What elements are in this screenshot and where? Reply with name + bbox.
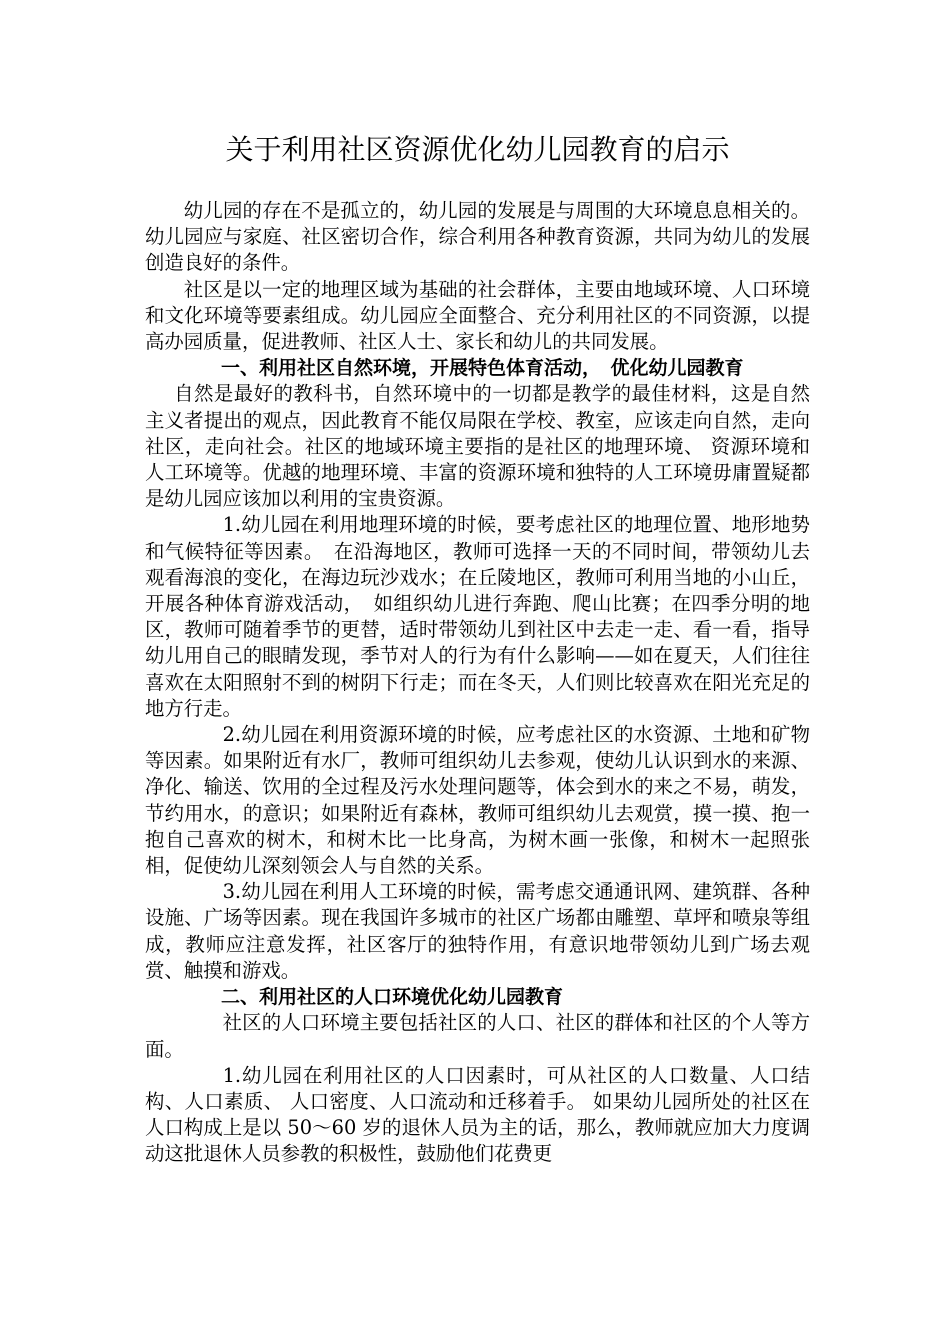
section-heading-1: 一、利用社区自然环境，开展特色体育活动， 优化幼儿园教育 [221,357,744,380]
paragraph-geography: 1.幼儿园在利用地理环境的时候，要考虑社区的地理位置、地形地势和气候特征等因素。 在沿海地区，教师可选择一天的不同时间，带领幼儿去观看海浪的变化，在海边玩沙戏水；在丘陵地区，教师可利用当地的小山丘，开展各种体育游戏活动， 如组织幼儿进行奔跑、爬山比赛；在四季分明的地区，教师可随着季节的更替，适时带领幼儿到社区中去走一走、看一看，指导幼儿用自己的眼睛发现，季节对人的行为有什么影响——如在夏天，人们往往喜欢在太阳照射不到的树阴下行走；而在冬天，人们则比较喜欢在阳光充足的地方行走。 [145,513,810,720]
document-title: 关于利用社区资源优化幼儿园教育的启示 [225,133,730,166]
paragraph-artificial: 3.幼儿园在利用人工环境的时候，需考虑交通通讯网、建筑群、各种设施、广场等因素。现在我国许多城市的社区广场都由雕塑、草坪和喷泉等组成，教师应注意发挥，社区客厅的独特作用，有意识地带领幼儿到广场去观赏、触摸和游戏。 [145,880,810,982]
paragraph-community-definition: 社区是以一定的地理区域为基础的社会群体，主要由地域环境、人口环境和文化环境等要素组成。幼儿园应全面整合、充分利用社区的不同资源，以提高办园质量，促进教师、社区人士、家长和幼儿的共同发展。 [145,277,810,354]
paragraph-nature: 自然是最好的教科书，自然环境中的一切都是教学的最佳材料，这是自然主义者提出的观点，因此教育不能仅局限在学校、教室，应该走向自然，走向社区，走向社会。社区的地域环境主要指的是社区的地理环境、 资源环境和人工环境等。优越的地理环境、丰富的资源环境和独特的人工环境毋庸置疑都是幼儿园应该加以利用的宝贵资源。 [145,382,810,511]
paragraph-population-intro: 社区的人口环境主要包括社区的人口、社区的群体和社区的个人等方面。 [145,1011,810,1061]
section-heading-2: 二、利用社区的人口环境优化幼儿园教育 [221,986,564,1009]
document-body [145,198,810,1168]
paragraph-intro: 幼儿园的存在不是孤立的，幼儿园的发展是与周围的大环境息息相关的。幼儿园应与家庭、社区密切合作，综合利用各种教育资源，共同为幼儿的发展创造良好的条件。 [145,199,810,275]
paragraph-resources: 2.幼儿园在利用资源环境的时候，应考虑社区的水资源、土地和矿物等因素。如果附近有水厂，教师可组织幼儿去参观，使幼儿认识到水的来源、净化、输送、饮用的全过程及污水处理问题等，体会到水的来之不易，萌发，节约用水，的意识；如果附近有森林，教师可组织幼儿去观赏，摸一摸、抱一抱自己喜欢的树木，和树木比一比身高，为树木画一张像，和树木一起照张相，促使幼儿深刻领会人与自然的关系。 [145,723,810,878]
paragraph-population-factors: 1.幼儿园在利用社区的人口因素时，可从社区的人口数量、人口结构、人口素质、 人口密度、人口流动和迁移着手。 如果幼儿园所处的社区在人口构成上是以 50～60 岁的退休人员为主的话，那么，教师就应加大力度调动这批退休人员参教的积极性，鼓励他们花费更 [145,1063,810,1166]
